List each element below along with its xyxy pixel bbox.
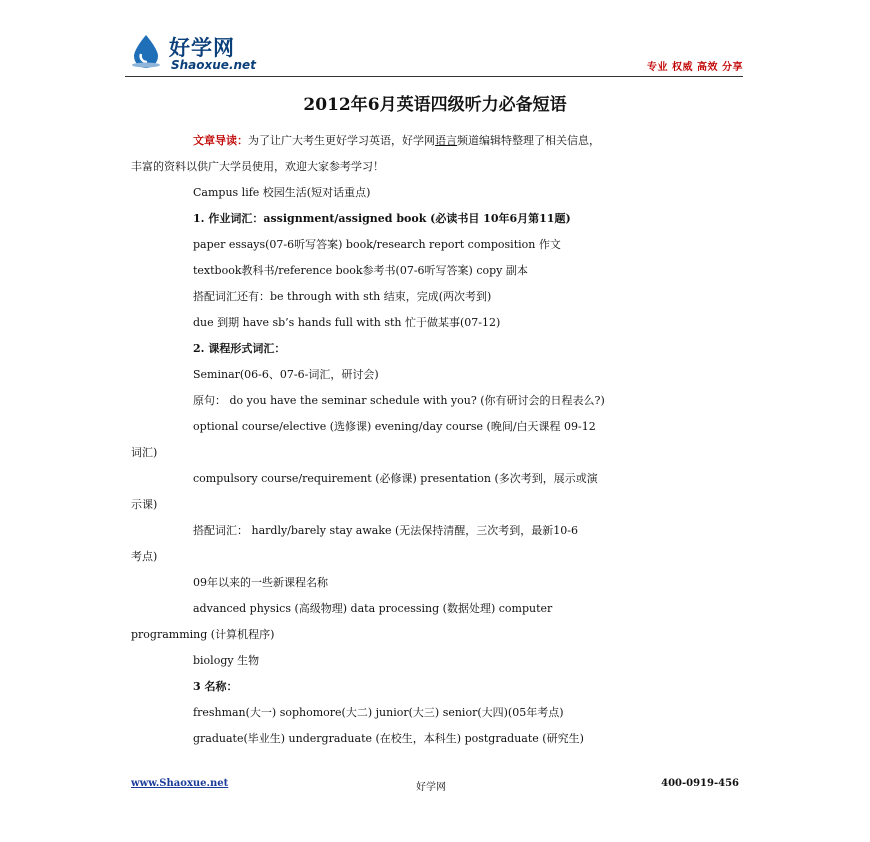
page-footer xyxy=(131,778,739,794)
page-title: 2012年6月英语四级听力必备短语 xyxy=(303,95,567,115)
page-header xyxy=(125,28,743,76)
language-channel-link[interactable]: 语言 xyxy=(435,134,457,147)
intro-line-2: 丰富的资料以供广大学员使用，欢迎大家参考学习！ xyxy=(131,160,384,173)
footer-site-link[interactable]: www.Shaoxue.net xyxy=(131,778,229,789)
intro-label: 文章导读： xyxy=(193,134,248,147)
footer-phone: 400-0919-456 xyxy=(661,778,739,789)
text-line: compulsory course/requirement (必修课) presentation (多次考到，展示或演 xyxy=(193,472,598,485)
water-drop-logo-icon xyxy=(131,34,161,68)
header-divider xyxy=(125,76,743,77)
article-body xyxy=(131,128,743,752)
text-line: optional course/elective (选修课) evening/day course (晚间/白天课程 09-12 xyxy=(193,420,596,433)
text-line: 搭配词汇： hardly/barely stay awake (无法保持清醒，三次考到，最新10-6 xyxy=(193,524,579,537)
text-line-continued: 示课) xyxy=(131,498,158,511)
text-line: advanced physics (高级物理) data processing (数据处理) computer xyxy=(193,602,553,615)
text-line: due 到期 have sb’s hands full with sth 忙于做某事(07-12) xyxy=(193,316,501,329)
text-line: freshman(大一) sophomore(大二) junior(大三) senior(大四)(05年考点) xyxy=(193,706,564,719)
intro-line-1 xyxy=(131,128,743,154)
site-logo[interactable] xyxy=(125,28,285,76)
text-line: Seminar(06-6、07-6-词汇，研讨会) xyxy=(193,368,379,381)
text-line-continued: 词汇) xyxy=(131,446,158,459)
intro-text-1: 为了让广大考生更好学习英语，好学网 xyxy=(248,134,435,147)
text-line: 搭配词汇还有：be through with sth 结束，完成(两次考到) xyxy=(193,290,492,303)
text-line: textbook教科书/reference book参考书(07-6听写答案) copy 副本 xyxy=(193,264,528,277)
logo-text-cn: 好学网 xyxy=(169,36,235,60)
text-line: biology 生物 xyxy=(193,654,260,667)
section-heading: 2. 课程形式词汇： xyxy=(193,342,286,355)
logo-text-en: Shaoxue.net xyxy=(171,58,256,72)
text-line: 原句： do you have the seminar schedule with you? (你有研讨会的日程表么?) xyxy=(193,394,605,407)
section-heading: 3 名称： xyxy=(193,680,238,693)
header-slogan: 专业 权威 高效 分享 xyxy=(647,62,743,73)
text-line: paper essays(07-6听写答案) book/research report composition 作文 xyxy=(193,238,561,251)
intro-text-2: 频道编辑特整理了相关信息， xyxy=(457,134,600,147)
footer-site-name: 好学网 xyxy=(416,782,446,793)
text-line-continued: programming (计算机程序) xyxy=(131,628,275,641)
text-line: 09年以来的一些新课程名称 xyxy=(193,576,328,589)
text-line: Campus life 校园生活(短对话重点) xyxy=(193,186,371,199)
section-heading: 1. 作业词汇：assignment/assigned book (必读书目 10年6月第11题) xyxy=(193,212,571,225)
text-line-continued: 考点) xyxy=(131,550,158,563)
text-line: graduate(毕业生) undergraduate (在校生，本科生) postgraduate (研究生) xyxy=(193,732,584,745)
